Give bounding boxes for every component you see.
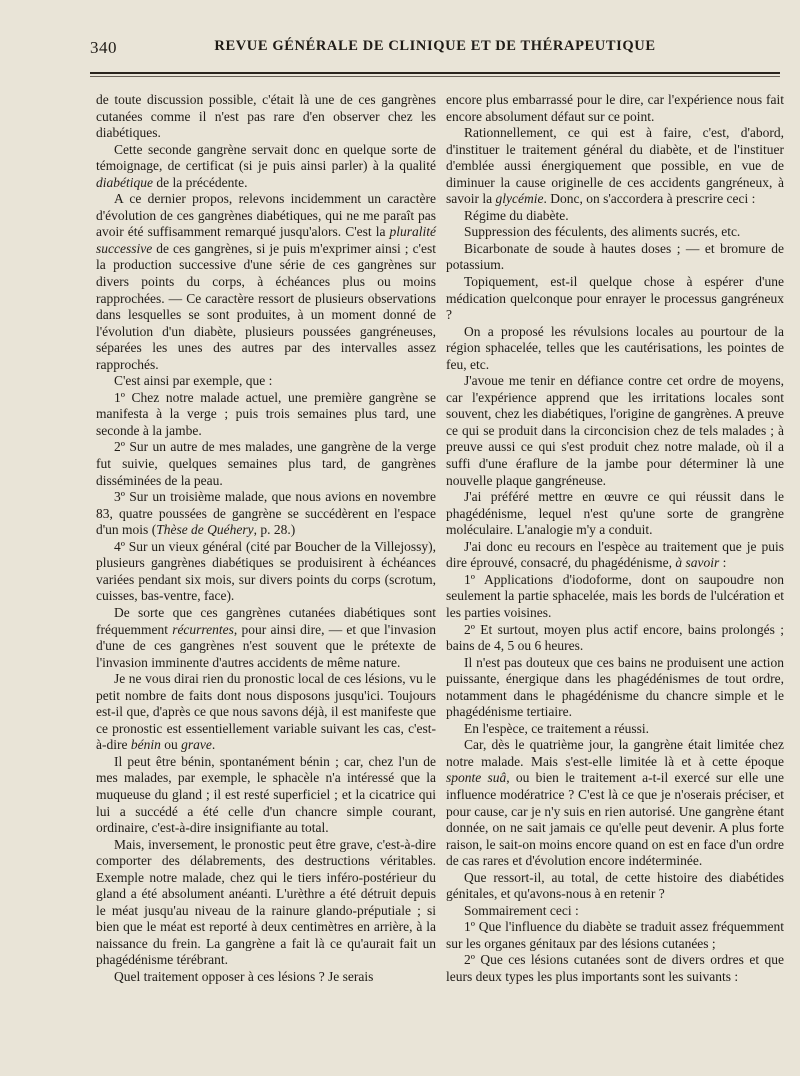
paragraph: Quel traitement opposer à ces lésions ? Je serais xyxy=(114,968,374,984)
text-run: . Donc, on s'accordera à prescrire ceci : xyxy=(543,191,756,207)
text-run: de la précédente. xyxy=(153,174,248,190)
paragraph: Il n'est pas douteux que ces bains ne produisent une action puissante, énergique dans les phagédénismes de tout ordre, notamment dans le phagédénisme du chancre simple et le phagédénisme tertiaire. xyxy=(446,654,784,720)
text-run: 3º Sur un troisième malade, que nous avions en novembre 83, quatre poussées de gangrène se succédèrent en l'espace d'un mois ( xyxy=(96,489,436,538)
italic-text: bénin xyxy=(130,737,161,753)
text-run: Car, dès le quatrième jour, la gangrène était limitée chez notre malade. Mais s'est-elle limitée là et à cette époque xyxy=(446,737,784,769)
paragraph: Régime du diabète. xyxy=(464,207,569,223)
paragraph xyxy=(96,671,436,754)
paragraph: 1º Chez notre malade actuel, une première gangrène se manifesta à la verge ; puis trois semaines plus tard, une seconde à la jambe. xyxy=(96,389,436,438)
paragraph: J'ai préféré mettre en œuvre ce qui réussit dans le phagédénisme, lequel n'est qu'une sorte de grangrène moléculaire. L'analogie m'y a conduit. xyxy=(446,489,784,538)
text-run: . xyxy=(211,737,216,753)
text-run: Rationnellement, ce qui est à faire, c'est, d'abord, d'instituer le traitement général du diabète, et de l'instituer d'emblée aussi énergiquement que possible, en vue de diminuer la cause originelle de ces accidents gangréneux, à savoir la xyxy=(446,125,784,207)
paragraph xyxy=(96,191,436,373)
header-rule xyxy=(90,72,780,74)
left-column xyxy=(96,92,436,986)
italic-text: diabétique xyxy=(96,174,153,190)
paragraph xyxy=(96,142,436,192)
paragraph: 2º Sur un autre de mes malades, une gangrène de la verge fut suivie, quelques semaines plus tard, de gangrènes disséminées de la peau. xyxy=(96,439,436,488)
italic-text: grave xyxy=(181,737,212,753)
text-run: , p. 28.) xyxy=(253,522,296,538)
paragraph: de toute discussion possible, c'était là une de ces gangrènes cutanées comme il n'est pas rare d'en observer chez les diabétiques. xyxy=(96,92,436,141)
paragraph: Mais, inversement, le pronostic peut être grave, c'est-à-dire comporter des délabrements, des destructions véritables. Exemple notre malade, chez qui le tiers inféro-postérieur du gland a été absolument anéanti. L'urèthre a été détruit depuis le méat jusqu'au niveau de la rainure glando-préputiale ; si bien que le méat est reporté à deux centimètres en arrière, à la naissance du frein. La gangrène a fait là ce qu'aurait fait un phagédénisme térébrant. xyxy=(96,836,436,968)
paragraph xyxy=(446,125,784,208)
text-run: , pour ainsi dire, — et que l'invasion d'une de ces gangrènes n'est souvent que le prétexte de l'invasion imminente d'autres accidents de même nature. xyxy=(96,621,436,670)
paragraph: 4º Sur un vieux général (cité par Boucher de la Villejossy), plusieurs gangrènes diabétiques se produisirent à échéances variées pendant six mois, sur divers points du corps (scrotum, cuisses, bas-ventre, face). xyxy=(96,538,436,604)
text-run: Je ne vous dirai rien du pronostic local de ces lésions, vu le petit nombre de faits dont nous disposons jusqu'ici. Toujours est-il que, d'après ce que nous savons déjà, il est manifeste que ce pronostic est essentiellement variable suivant les cas, c'est-à-dire xyxy=(96,671,436,753)
paragraph: 1º Applications d'iodoforme, dont on saupoudre non seulement la partie sphacelée, mais les bords de l'ulcération et les parties voisines. xyxy=(446,571,784,620)
text-run: ou xyxy=(160,737,182,753)
italic-text: récurrentes xyxy=(172,621,234,637)
paragraph: Sommairement ceci : xyxy=(464,902,579,918)
paragraph: Bicarbonate de soude à hautes doses ; — et bromure de potassium. xyxy=(446,240,784,273)
page-number: 340 xyxy=(90,38,117,57)
italic-text: sponte suâ xyxy=(446,770,507,786)
paragraph: 2º Et surtout, moyen plus actif encore, bains prolongés ; bains de 4, 5 ou 6 heures. xyxy=(446,621,784,654)
right-column xyxy=(446,92,784,986)
page-header xyxy=(90,36,780,60)
text-run: Cette seconde gangrène servait donc en quelque sorte de témoignage, de certificat (si je puis ainsi parler) à la qualité xyxy=(96,141,436,174)
paragraph: C'est ainsi par exemple, que : xyxy=(114,373,273,389)
paragraph xyxy=(96,489,436,539)
italic-text: Thèse de Quéhery xyxy=(156,522,254,538)
text-run: A ce dernier propos, relevons incidemment un caractère d'évolution de ces gangrènes diabétiques, qui ne me paraît pas avoir été suffisamment remarqué jusqu'alors. C'est la xyxy=(96,191,436,240)
text-run: , ou bien le traitement a-t-il exercé sur elle une influence modératrice ? C'est là ce que je n'oserais préciser, et pour cause, car je n'y suis en rien autorisé. Une gangrène étant donnée, on ne sait jamais ce qu'elle peut devenir. A plus forte raison, le sait-on moins encore quand on est en face d'un ordre de cas rares et d'évolution encore indéterminée. xyxy=(446,770,784,869)
italic-text: pluralité successive xyxy=(96,224,436,256)
paragraph: Topiquement, est-il quelque chose à espérer d'une médication quelconque pour enrayer le processus gangréneux ? xyxy=(446,274,784,323)
paragraph: J'avoue me tenir en défiance contre cet ordre de moyens, car l'expérience apprend que les irritations locales sont souvent, chez les diabétiques, l'origine de gangrènes. A preuve ce qui se produit dans la circoncision chez de tels malades ; à preuve aussi ce qui s'est produit chez notre malade, où il a suffi d'une éraflure de la jambe pour déterminer là une nouvelle plaque gangréneuse. xyxy=(446,373,784,488)
paragraph: En l'espèce, ce traitement a réussi. xyxy=(464,720,649,736)
paragraph: 2º Que ces lésions cutanées sont de divers ordres et que leurs deux types les plus importants sont les suivants : xyxy=(446,952,784,984)
text-run: De sorte que ces gangrènes cutanées diabétiques sont fréquemment xyxy=(96,604,436,637)
running-title: REVUE GÉNÉRALE DE CLINIQUE ET DE THÉRAPEUTIQUE xyxy=(214,38,656,54)
paragraph: Il peut être bénin, spontanément bénin ; car, chez l'un de mes malades, par exemple, le sphacèle n'a intéressé que la muqueuse du gland ; il est resté superficiel ; et la cicatrice qui lui a succédé a été celle d'un chancre simple courant, ordinaire, c'est-à-dire insignifiante au total. xyxy=(96,753,436,836)
italic-text: à savoir xyxy=(675,555,720,571)
header-rule-thin xyxy=(90,76,780,77)
paragraph: 1º Que l'influence du diabète se traduit assez fréquemment sur les organes génitaux par des lésions cutanées ; xyxy=(446,919,784,951)
paragraph: Que ressort-il, au total, de cette histoire des diabétides génitales, et qu'avons-nous à en retenir ? xyxy=(446,869,784,902)
text-run: J'ai donc eu recours en l'espèce au traitement que je puis dire éprouvé, consacré, du phagédénisme, xyxy=(446,538,784,571)
paragraph xyxy=(446,539,784,572)
paragraph xyxy=(446,737,784,869)
paragraph: On a proposé les révulsions locales au pourtour de la région sphacelée, telles que les cautérisations, les pointes de feu, etc. xyxy=(446,323,784,372)
text-run: : xyxy=(719,555,727,571)
text-run: de ces gangrènes, si je puis m'exprimer ainsi ; c'est la production successive d'une série de ces gangrènes sur divers points du corps, à échéances plus ou moins rapprochées. — Ce caractère ressort de plusieurs observations dans lesquelles se sont produites, à un moment donné de l'évolution d'un diabète, plusieurs poussées gangréneuses, séparées les unes des autres par des intervalles assez rapprochés. xyxy=(96,240,436,372)
paragraph: encore plus embarrassé pour le dire, car l'expérience nous fait encore absolument défaut sur ce point. xyxy=(446,92,784,124)
paragraph: Suppression des féculents, des aliments sucrés, etc. xyxy=(464,224,741,240)
italic-text: glycémie xyxy=(495,191,544,207)
paragraph xyxy=(96,605,436,671)
